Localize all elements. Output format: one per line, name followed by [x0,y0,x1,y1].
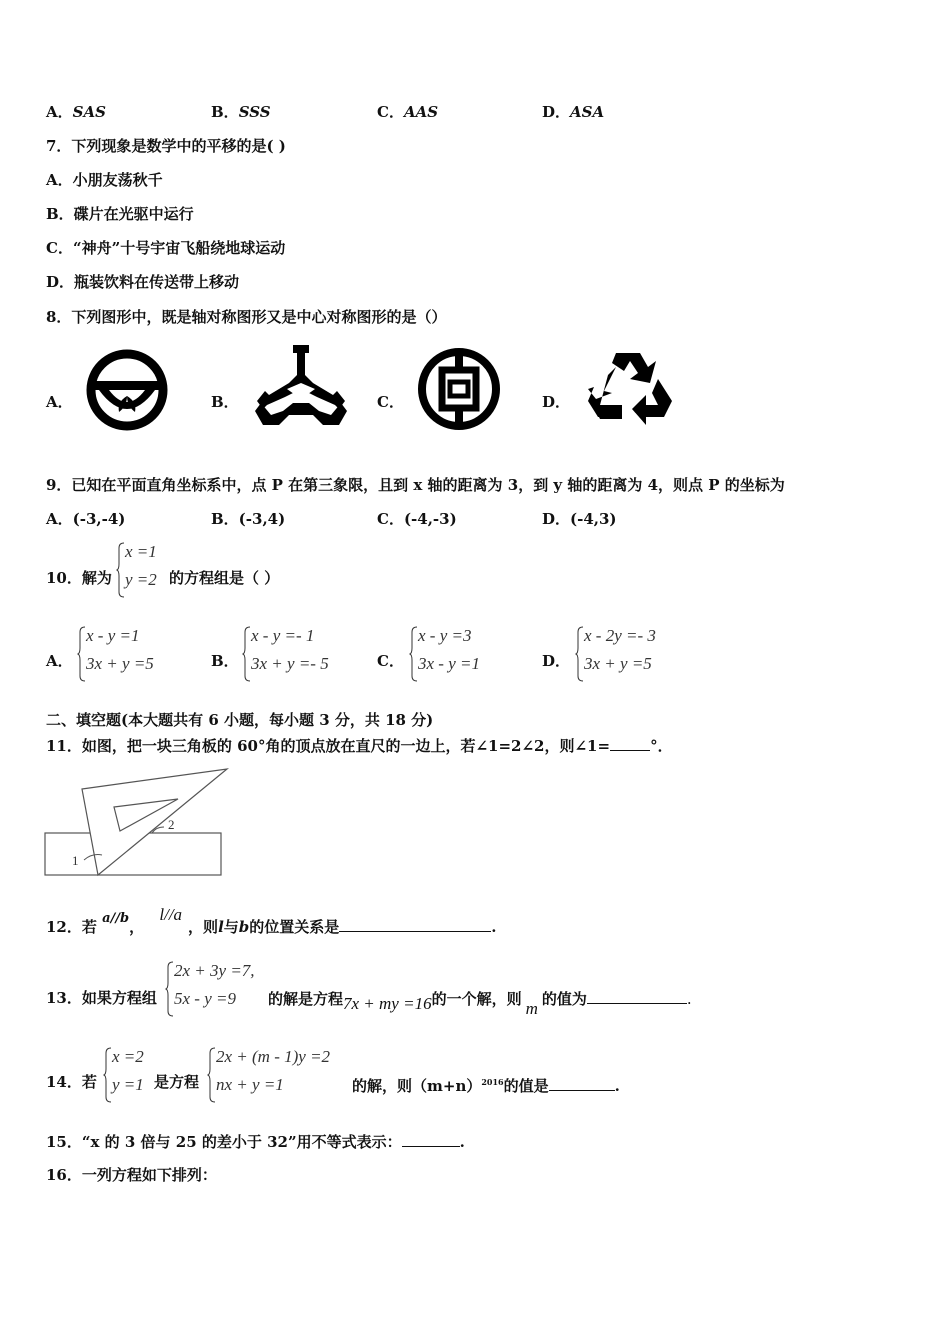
q14-sys1-row-2: y =1 [112,1075,144,1094]
triangle-ruler-figure [44,765,230,880]
q14-sys2-row-1: 2x + (m - 1)y =2 [216,1047,331,1066]
q10-c-row-2: 3x - y =1 [418,654,480,673]
q6-option-b: B．SSS [211,103,271,121]
q13-sys-row-1: 2x + 3y =7, [174,961,255,980]
q10-label-b: B． [211,652,239,670]
q14-prefix: 14．若 [46,1073,97,1091]
q6-option-c: C．AAS [377,103,439,121]
angle-1-label: 1 [72,853,79,868]
q6-option-b-value: SSS [238,103,271,121]
recycle-icon [586,349,676,433]
q7-option-d: D．瓶装饮料在传送带上移动 [46,273,240,291]
section-2-heading: 二、填空题(本大题共有 6 小题，每小题 3 分，共 18 分) [46,711,434,729]
q8-label-b: B． [211,393,239,411]
q12-stem: 12．若 a//b， l//a，则l与b的位置关系是 . [46,905,497,936]
q10-label-a: A． [46,652,73,670]
q16-stem: 16．一列方程如下排列： [46,1166,217,1184]
q14-answer-blank[interactable] [549,1075,615,1091]
q14-sys1-row-1: x =2 [112,1047,144,1066]
q11-stem: 11．如图，把一块三角板的 60°角的顶点放在直尺的一边上，若∠1=2∠2，则∠1= °． [46,737,673,755]
q6-option-d: D．ASA [542,103,605,121]
emblem-icon [85,348,169,432]
q9-option-a: A．(-3,-4) [46,510,126,528]
q10-label-d: D． [542,652,571,670]
q15-answer-blank[interactable] [402,1131,460,1147]
q10-a-row-1: x - y =1 [86,626,140,645]
angle-2-label: 2 [168,817,175,832]
q13-system [166,961,266,1017]
q12-cond-2: l//a [159,905,183,924]
q13-stem: 的解是方程7x + my =16的一个解，则 m 的值为 . [268,990,692,1018]
q10-option-b-system [243,626,353,682]
q12-answer-blank[interactable] [339,916,491,932]
q8-stem: 8．下列图形中，既是轴对称图形又是中心对称图形的是（） [46,308,447,326]
q8-label-a: A． [46,393,73,411]
q10-label-c: C． [377,652,404,670]
q10-sys-row-2: y =2 [125,570,157,589]
q6-option-a-value: SAS [72,103,106,121]
q10-prefix: 10．解为 [46,569,112,587]
q10-option-d-system [576,626,686,682]
q8-label-c: C． [377,393,404,411]
q14-mid: 是方程 [154,1073,200,1091]
q10-c-row-1: x - y =3 [418,626,472,645]
q14-sys2-row-2: nx + y =1 [216,1075,284,1094]
q14-exponent: 2016 [481,1077,504,1087]
q15-stem: 15．“x 的 3 倍与 25 的差小于 32”用不等式表示： . [46,1133,465,1151]
q10-sys-row-1: x =1 [125,542,157,561]
q10-d-row-1: x - 2y =- 3 [584,626,656,645]
q14-stem: 的解，则$(m+n)^{2016}$的值是 . [352,1077,620,1095]
q13-equation: 7x + my =16 [343,994,432,1013]
q6-option-a: A．SAS [46,103,106,121]
q10-option-a-system [78,626,178,682]
q7-option-c: C．“神舟”十号宇宙飞船绕地球运动 [46,239,286,257]
q13-answer-blank[interactable] [587,988,687,1004]
q7-option-a: A．小朋友荡秋千 [46,171,163,189]
q9-option-c: C．(-4,-3) [377,510,457,528]
q7-stem: 7．下列现象是数学中的平移的是( ) [46,137,286,155]
q6-option-d-value: ASA [570,103,605,121]
q10-a-row-2: 3x + y =5 [86,654,154,673]
trefoil-icon [253,345,349,427]
q10-solution-system [117,542,177,598]
q10-b-row-2: 3x + y =- 5 [251,654,329,673]
q9-option-b: B．(-3,4) [211,510,286,528]
q10-suffix: 的方程组是（ ） [169,569,280,587]
q11-answer-blank[interactable] [610,735,650,751]
bank-coin-icon [416,346,502,432]
q6-option-c-value: AAS [403,103,439,121]
q9-option-d: D．(-4,3) [542,510,617,528]
q14-equation-system [208,1047,348,1103]
q13-prefix: 13．如果方程组 [46,989,157,1007]
q10-b-row-1: x - y =- 1 [251,626,315,645]
q10-d-row-2: 3x + y =5 [584,654,652,673]
q8-label-d: D． [542,393,571,411]
q12-cond-1: a//b [102,911,130,926]
q13-sys-row-2: 5x - y =9 [174,989,236,1008]
q7-option-b: B．碟片在光驱中运行 [46,205,194,223]
q9-stem: 9．已知在平面直角坐标系中，点 P 在第三象限，且到 x 轴的距离为 3，到 y 轴的距离为 4，则点 P 的坐标为 [46,476,785,494]
q10-option-c-system [410,626,510,682]
